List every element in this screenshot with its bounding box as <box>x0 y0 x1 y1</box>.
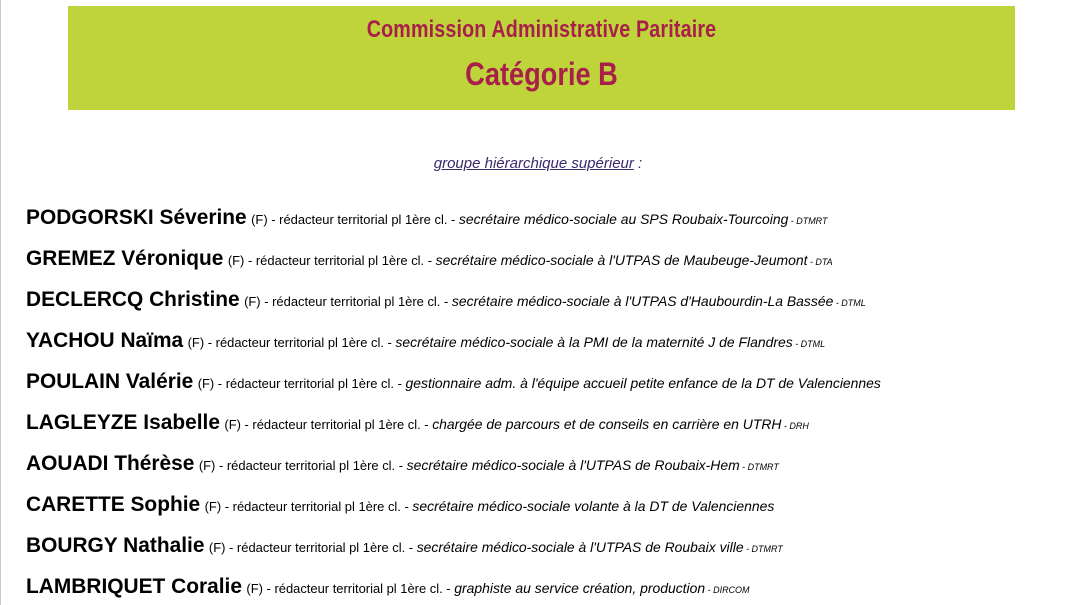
list-item: BOURGY Nathalie (F) - rédacteur territorial pl 1ère cl. - secrétaire médico-sociale à l'UTPAS de Roubaix ville - DTMRT <box>26 531 1066 572</box>
member-name: YACHOU Naïma <box>26 329 184 352</box>
member-grade: rédacteur territorial pl 1ère cl. <box>215 335 384 350</box>
member-gender: (F) <box>204 499 222 514</box>
list-item: AOUADI Thérèse (F) - rédacteur territorial pl 1ère cl. - secrétaire médico-sociale à l'UTPAS de Roubaix-Hem - DTMRT <box>26 449 1066 490</box>
member-job: chargée de parcours et de conseils en carrière en UTRH <box>432 416 782 432</box>
member-direction: DTMRT <box>751 544 783 554</box>
member-grade: rédacteur territorial pl 1ère cl. <box>279 212 448 227</box>
list-item: DECLERCQ Christine (F) - rédacteur territorial pl 1ère cl. - secrétaire médico-sociale à l'UTPAS d'Haubourdin-La Bassée - DTML <box>26 285 1066 326</box>
list-item: GREMEZ Véronique (F) - rédacteur territorial pl 1ère cl. - secrétaire médico-sociale à l'UTPAS de Maubeuge-Jeumont - DTA <box>26 244 1066 285</box>
member-gender: (F) <box>251 212 268 227</box>
member-job: secrétaire médico-sociale à l'UTPAS d'Haubourdin-La Bassée <box>451 293 834 309</box>
member-grade: rédacteur territorial pl 1ère cl. <box>255 253 425 268</box>
member-direction: DTML <box>841 298 866 308</box>
member-grade: rédacteur territorial pl 1ère cl. <box>232 499 401 514</box>
member-job: gestionnaire adm. à l'équipe accueil petite enfance de la DT de Valenciennes <box>405 375 881 391</box>
member-name: POULAIN Valérie <box>26 370 194 393</box>
member-gender: (F) <box>187 335 205 350</box>
member-job: secrétaire médico-sociale à l'UTPAS de Roubaix-Hem <box>406 457 740 473</box>
member-list <box>26 203 1071 605</box>
member-name: LAGLEYZE Isabelle <box>26 411 220 434</box>
title-banner <box>68 6 1015 110</box>
banner-subtitle: Catégorie B <box>465 56 618 92</box>
member-direction: DIRCOM <box>713 585 750 595</box>
member-name: AOUADI Thérèse <box>26 452 195 475</box>
member-gender: (F) <box>208 540 226 555</box>
member-gender: (F) <box>197 376 215 391</box>
member-job: secrétaire médico-sociale à l'UTPAS de Roubaix ville <box>416 539 744 555</box>
member-name: LAMBRIQUET Coralie <box>26 575 242 598</box>
group-heading <box>1 155 1075 172</box>
list-item: LAMBRIQUET Coralie (F) - rédacteur territorial pl 1ère cl. - graphiste au service création, production - DIRCOM <box>26 572 1066 605</box>
list-item: PODGORSKI Séverine (F) - rédacteur territorial pl 1ère cl. - secrétaire médico-sociale au SPS Roubaix-Tourcoing - DTMRT <box>26 203 1066 244</box>
member-name: CARETTE Sophie <box>26 493 201 516</box>
member-direction: DRH <box>789 421 809 431</box>
member-job: secrétaire médico-sociale à la PMI de la maternité J de Flandres <box>395 334 793 350</box>
member-direction: DTMRT <box>796 216 828 226</box>
member-job: secrétaire médico-sociale au SPS Roubaix-Tourcoing <box>458 211 789 227</box>
member-grade: rédacteur territorial pl 1ère cl. <box>252 417 421 432</box>
member-gender: (F) <box>198 458 216 473</box>
member-direction: DTML <box>800 339 826 349</box>
banner-title: Commission Administrative Paritaire <box>366 16 717 43</box>
member-gender: (F) <box>224 417 241 432</box>
member-job: secrétaire médico-sociale volante à la DT de Valenciennes <box>412 498 775 514</box>
member-direction: DTMRT <box>747 462 779 472</box>
member-name: DECLERCQ Christine <box>26 288 240 311</box>
member-grade: rédacteur territorial pl 1ère cl. <box>274 581 443 596</box>
group-heading-suffix: : <box>633 155 643 172</box>
member-gender: (F) <box>246 581 263 596</box>
list-item: CARETTE Sophie (F) - rédacteur territorial pl 1ère cl. - secrétaire médico-sociale volante à la DT de Valenciennes <box>26 490 1066 531</box>
member-grade: rédacteur territorial pl 1ère cl. <box>225 376 394 391</box>
member-job: secrétaire médico-sociale à l'UTPAS de Maubeuge-Jeumont <box>435 252 808 268</box>
member-name: PODGORSKI Séverine <box>26 206 247 229</box>
member-grade: rédacteur territorial pl 1ère cl. <box>236 540 406 555</box>
member-gender: (F) <box>244 294 261 309</box>
member-name: GREMEZ Véronique <box>26 247 224 270</box>
member-gender: (F) <box>227 253 245 268</box>
list-item: LAGLEYZE Isabelle (F) - rédacteur territorial pl 1ère cl. - chargée de parcours et de conseils en carrière en UTRH - DRH <box>26 408 1066 449</box>
member-job: graphiste au service création, production <box>454 580 706 596</box>
member-grade: rédacteur territorial pl 1ère cl. <box>226 458 396 473</box>
member-grade: rédacteur territorial pl 1ère cl. <box>272 294 441 309</box>
list-item: POULAIN Valérie (F) - rédacteur territorial pl 1ère cl. - gestionnaire adm. à l'équipe accueil petite enfance de la DT de Valenciennes <box>26 367 1066 408</box>
group-heading-label: groupe hiérarchique supérieur <box>433 155 634 172</box>
member-direction: DTA <box>815 257 833 267</box>
list-item: YACHOU Naïma (F) - rédacteur territorial pl 1ère cl. - secrétaire médico-sociale à la PMI de la maternité J de Flandres - DTML <box>26 326 1066 367</box>
member-name: BOURGY Nathalie <box>26 534 205 557</box>
